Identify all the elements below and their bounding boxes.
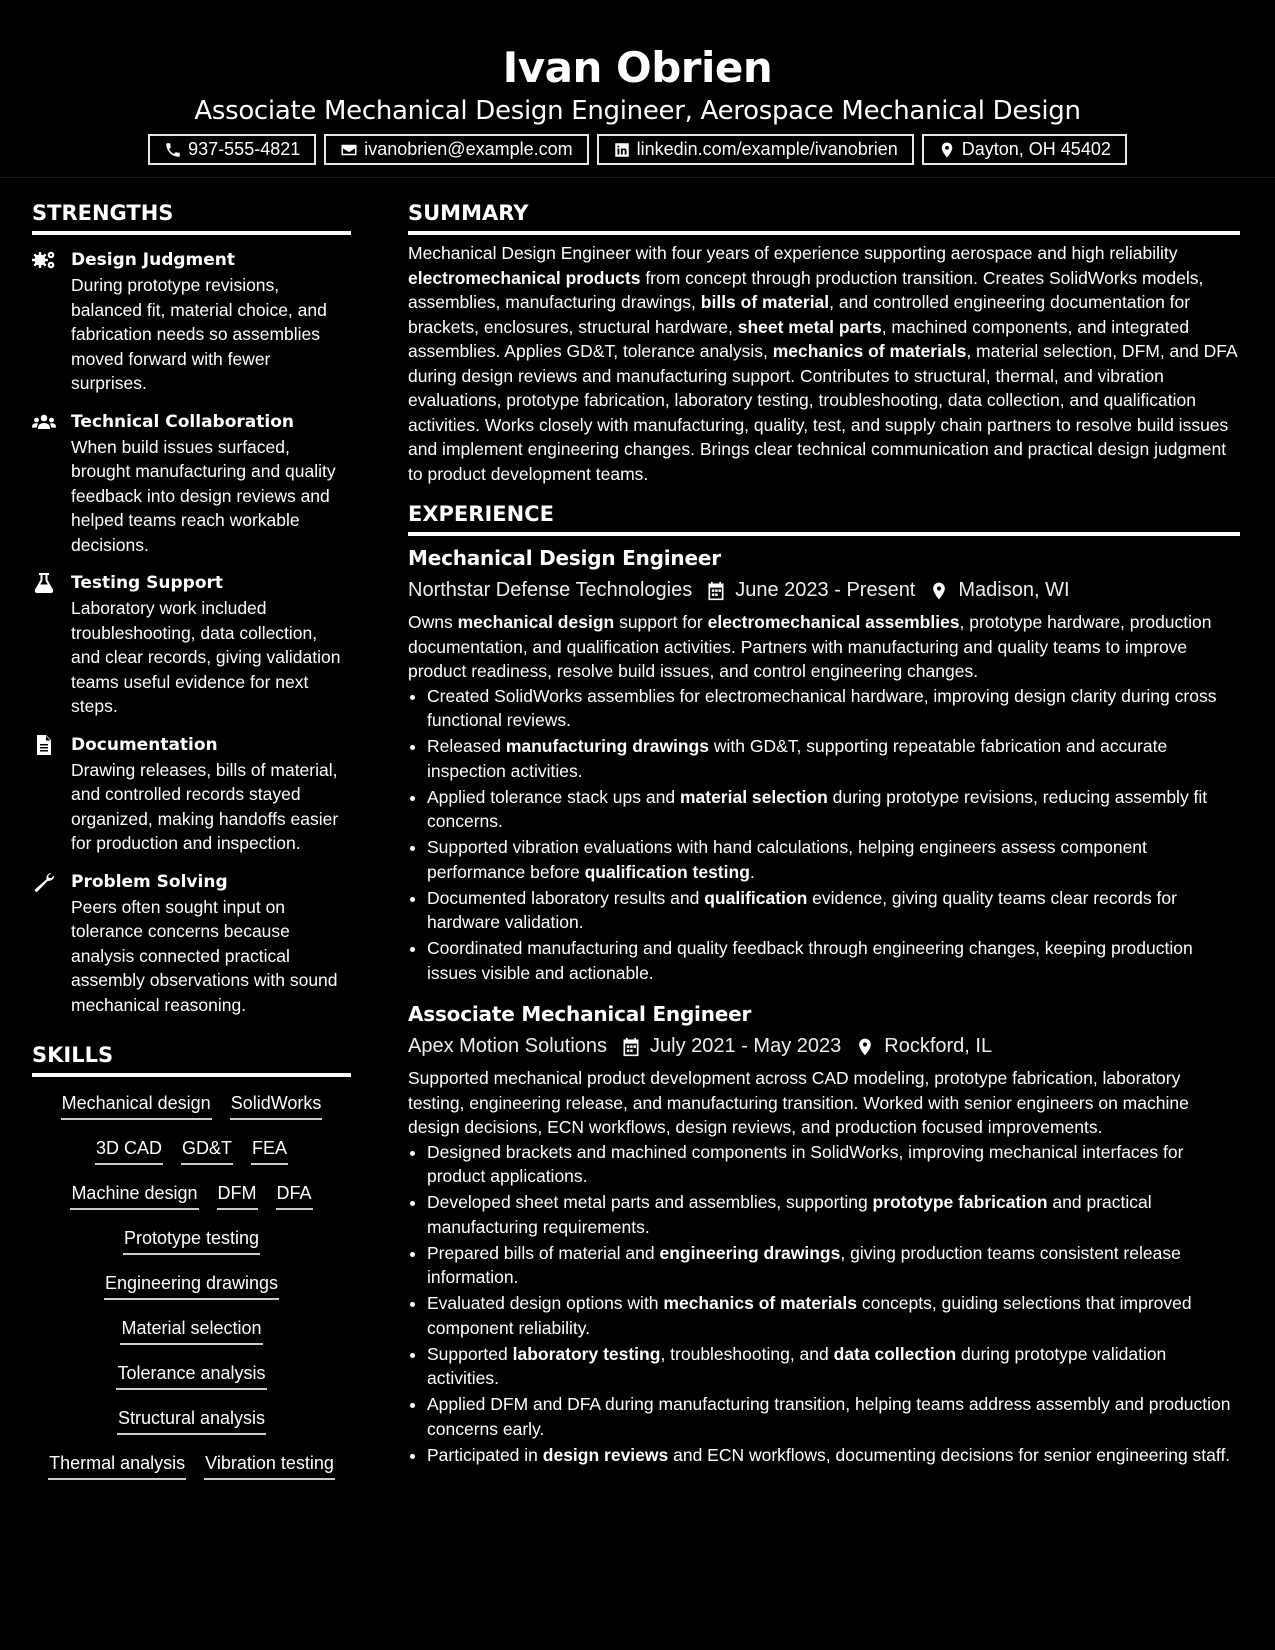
job-description: Supported mechanical product development across CAD modeling, prototype fabrication, laboratory testing, engineering release, and manufacturing transition. Worked with senior engineers on machine design decisions, ECN workflows, design reviews, and production focused improvements. bbox=[408, 1068, 1189, 1137]
skill-row bbox=[32, 1310, 351, 1355]
job-company: Northstar Defense Technologies bbox=[408, 579, 693, 601]
strength-title: Technical Collaboration bbox=[71, 411, 294, 432]
strength-title: Testing Support bbox=[71, 573, 224, 593]
location-pin-icon bbox=[855, 1037, 875, 1057]
job-location: Madison, WI bbox=[958, 579, 1070, 601]
location-pin-icon bbox=[938, 141, 956, 159]
contact-location-text: Dayton, OH 45402 bbox=[961, 139, 1111, 159]
document-icon bbox=[32, 735, 56, 755]
skill-tag: GD&T bbox=[181, 1136, 233, 1165]
contact-bar bbox=[0, 134, 1275, 165]
job-bullet: • Supported vibration evaluations with hand calculations, helping engineers assess component performance before qualification testing. bbox=[427, 835, 1240, 884]
strength-description: Laboratory work included troubleshooting, data collection, and clear records, giving validation teams useful evidence for next steps. bbox=[71, 598, 341, 716]
right-column bbox=[408, 197, 1240, 1469]
job-bullet: • Created SolidWorks assemblies for electromechanical hardware, improving design clarity during cross functional reviews. bbox=[427, 684, 1240, 733]
job-company: Apex Motion Solutions bbox=[408, 1035, 608, 1057]
job-bullet: • Prepared bills of material and engineering drawings, giving production teams consistent release information. bbox=[427, 1241, 1240, 1290]
job-bullet: • Participated in design reviews and ECN workflows, documenting decisions for senior engineering staff. bbox=[427, 1443, 1240, 1468]
strengths-heading: STRENGTHS bbox=[32, 197, 351, 235]
skills-heading: SKILLS bbox=[32, 1039, 351, 1077]
calendar-icon bbox=[621, 1037, 641, 1057]
job-description: Owns mechanical design support for electromechanical assemblies, prototype hardware, production documentation, and qualification activities. Partners with manufacturing and quality teams to improve product readiness, resolve build issues, and control engineering changes. bbox=[408, 612, 1212, 681]
job-dates: July 2021 - May 2023 bbox=[650, 1035, 842, 1057]
contact-location[interactable] bbox=[922, 134, 1127, 165]
skill-row bbox=[32, 1265, 351, 1310]
skill-tag: Thermal analysis bbox=[48, 1451, 186, 1480]
strength-item bbox=[32, 247, 351, 396]
strength-title: Design Judgment bbox=[71, 250, 236, 270]
strength-item bbox=[32, 869, 351, 1018]
contact-email[interactable] bbox=[324, 134, 588, 165]
job-bullet: • Designed brackets and machined components in SolidWorks, improving mechanical interfaces for product applications. bbox=[427, 1140, 1240, 1189]
skill-tag: Machine design bbox=[70, 1181, 198, 1210]
skill-row bbox=[32, 1220, 351, 1265]
job-bullets bbox=[408, 684, 1240, 986]
location-pin-icon bbox=[929, 581, 949, 601]
strength-item bbox=[32, 409, 351, 558]
job-bullet: • Documented laboratory results and qualification evidence, giving quality teams clear records for hardware validation. bbox=[427, 886, 1240, 935]
flask-icon bbox=[32, 573, 56, 593]
left-column bbox=[32, 197, 351, 1490]
skill-tag: Structural analysis bbox=[117, 1406, 266, 1435]
skill-row bbox=[32, 1355, 351, 1400]
contact-linkedin-text: linkedin.com/example/ivanobrien bbox=[636, 139, 898, 159]
job-location: Rockford, IL bbox=[884, 1035, 993, 1057]
skill-row bbox=[32, 1130, 351, 1175]
job-bullet: • Evaluated design options with mechanics of materials concepts, guiding selections that improved component reliability. bbox=[427, 1291, 1240, 1340]
skill-tag: 3D CAD bbox=[95, 1136, 163, 1165]
job-bullet: • Applied DFM and DFA during manufacturing transition, helping teams address assembly and production concerns early. bbox=[427, 1392, 1240, 1441]
users-icon bbox=[32, 412, 56, 432]
strength-item bbox=[32, 570, 351, 719]
skill-tag: Vibration testing bbox=[204, 1451, 335, 1480]
skill-row bbox=[32, 1085, 351, 1130]
skill-row bbox=[32, 1445, 351, 1490]
skill-tag: FEA bbox=[251, 1136, 288, 1165]
skills-list bbox=[32, 1085, 351, 1490]
strengths-list bbox=[32, 247, 351, 1017]
skill-tag: DFA bbox=[276, 1181, 313, 1210]
contact-phone[interactable] bbox=[148, 134, 316, 165]
job-bullet: • Released manufacturing drawings with GD&T, supporting repeatable fabrication and accurate inspection activities. bbox=[427, 734, 1240, 783]
strength-description: Drawing releases, bills of material, and controlled records stayed organized, making handoffs easier for production and inspection. bbox=[71, 759, 339, 853]
skill-row bbox=[32, 1400, 351, 1445]
job-title: Mechanical Design Engineer bbox=[408, 546, 721, 570]
skill-tag: DFM bbox=[217, 1181, 258, 1210]
strength-description: During prototype revisions, balanced fit, material choice, and fabrication needs so assemblies moved forward with fewer surprises. bbox=[71, 275, 327, 393]
candidate-name: Ivan Obrien bbox=[502, 43, 773, 92]
job-title: Associate Mechanical Engineer bbox=[408, 1002, 752, 1026]
gears-icon bbox=[32, 250, 56, 270]
summary-heading: SUMMARY bbox=[408, 197, 1240, 235]
skill-tag: SolidWorks bbox=[230, 1091, 323, 1120]
wrench-icon bbox=[32, 872, 56, 892]
job-entry bbox=[408, 543, 1240, 985]
skill-tag: Tolerance analysis bbox=[116, 1361, 266, 1390]
strength-title: Problem Solving bbox=[71, 871, 228, 892]
phone-icon bbox=[164, 141, 182, 159]
contact-phone-text: 937-555-4821 bbox=[188, 139, 301, 159]
linkedin-icon bbox=[613, 141, 631, 159]
job-bullet: • Supported laboratory testing, troubleshooting, and data collection during prototype validation activities. bbox=[427, 1342, 1240, 1391]
skill-tag: Material selection bbox=[120, 1316, 262, 1345]
strength-description: When build issues surfaced, brought manufacturing and quality feedback into design reviews and helped teams reach workable decisions. bbox=[71, 436, 336, 555]
job-entry bbox=[408, 999, 1240, 1467]
email-icon bbox=[340, 141, 358, 159]
skill-tag: Engineering drawings bbox=[104, 1271, 279, 1300]
strength-item bbox=[32, 732, 351, 856]
experience-heading: EXPERIENCE bbox=[408, 498, 1240, 536]
job-dates: June 2023 - Present bbox=[735, 579, 916, 601]
job-meta bbox=[408, 1031, 1240, 1062]
job-bullet: • Developed sheet metal parts and assemblies, supporting prototype fabrication and practical manufacturing requirements. bbox=[427, 1190, 1240, 1239]
strength-title: Documentation bbox=[71, 734, 218, 755]
job-bullet: • Coordinated manufacturing and quality feedback through engineering changes, keeping production issues visible and actionable. bbox=[427, 936, 1240, 985]
contact-linkedin[interactable] bbox=[597, 134, 914, 165]
skill-tag: Mechanical design bbox=[61, 1091, 212, 1120]
candidate-title: Associate Mechanical Design Engineer, Aerospace Mechanical Design bbox=[194, 96, 1081, 126]
calendar-icon bbox=[706, 581, 726, 601]
job-bullet: • Applied tolerance stack ups and material selection during prototype revisions, reducing assembly fit concerns. bbox=[427, 785, 1240, 834]
job-meta bbox=[408, 575, 1240, 606]
skill-row bbox=[32, 1175, 351, 1220]
job-bullets bbox=[408, 1140, 1240, 1468]
strength-description: Peers often sought input on tolerance concerns because analysis connected practical assembly observations with sound mechanical reasoning. bbox=[71, 896, 338, 1015]
contact-email-text: ivanobrien@example.com bbox=[364, 139, 573, 159]
skill-tag: Prototype testing bbox=[123, 1226, 260, 1255]
resume-header bbox=[0, 0, 1275, 178]
summary-text: Mechanical Design Engineer with four years of experience supporting aerospace and high reliability electromechanical products from concept through production transition. Creates SolidWorks models, assemblies, manufacturing drawings, bills of material, and controlled engineering documentation for brackets, enclosures, structural hardware, sheet metal parts, machined components, and integrated assemblies. Applies GD&T, tolerance analysis, mechanics of materials, material selection, DFM, and DFA during design reviews and manufacturing support. Contributes to structural, thermal, and vibration evaluations, prototype fabrication, laboratory testing, troubleshooting, data collection, and qualification activities. Works closely with manufacturing, quality, test, and supply chain partners to resolve build issues and implement engineering changes. Brings clear technical communication and practical design judgment to product development teams. bbox=[408, 243, 1237, 484]
